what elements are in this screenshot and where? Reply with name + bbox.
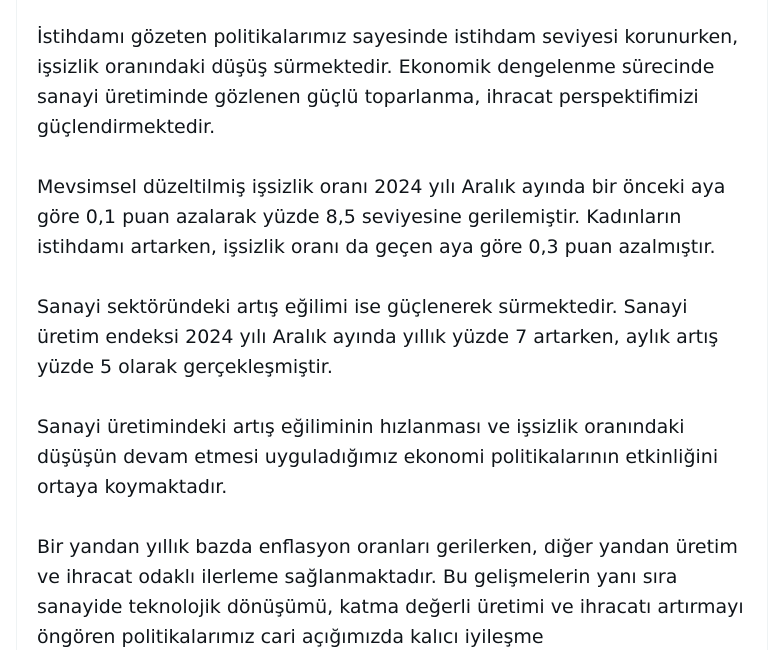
post-paragraph-4: Sanayi üretimindeki artış eğiliminin hızlanması ve işsizlik oranındaki düşüşün devam etmesi uyguladığımız ekonomi politikalarının etkinliğini ortaya koymaktadır. bbox=[37, 416, 719, 498]
post-paragraph-2: Mevsimsel düzeltilmiş işsizlik oranı 2024 yılı Aralık ayında bir önceki aya göre 0,1 puan azalarak yüzde 8,5 seviyesine gerilemiştir. Kadınların istihdamı artarken, işsizlik oranı da geçen aya göre 0,3 puan azalmıştır. bbox=[37, 176, 726, 258]
post-paragraph-1: İstihdamı gözeten politikalarımız sayesinde istihdam seviyesi korunurken, işsizlik oranındaki düşüş sürmektedir. Ekonomik dengelenme sürecinde sanayi üretiminde gözlenen güçlü toparlanma, ihracat perspektifimizi güçlendirmektedir. bbox=[37, 26, 739, 138]
timeline-left-border bbox=[16, 0, 17, 650]
post-paragraph-3: Sanayi sektöründeki artış eğilimi ise güçlenerek sürmektedir. Sanayi üretim endeksi 2024 yılı Aralık ayında yıllık yüzde 7 artarken, aylık artış yüzde 5 olarak gerçekleşmiştir. bbox=[37, 296, 719, 378]
timeline-right-border bbox=[767, 0, 768, 650]
post-text bbox=[37, 22, 753, 650]
post-paragraph-5: Bir yandan yıllık bazda enflasyon oranları gerilerken, diğer yandan üretim ve ihracat odaklı ilerleme sağlanmaktadır. Bu gelişmelerin yanı sıra sanayide teknolojik dönüşümü, katma değerli üretimi ve ihracatı artırmayı öngören politikalarımız cari açığımızda kalıcı iyileşme bbox=[37, 536, 744, 648]
